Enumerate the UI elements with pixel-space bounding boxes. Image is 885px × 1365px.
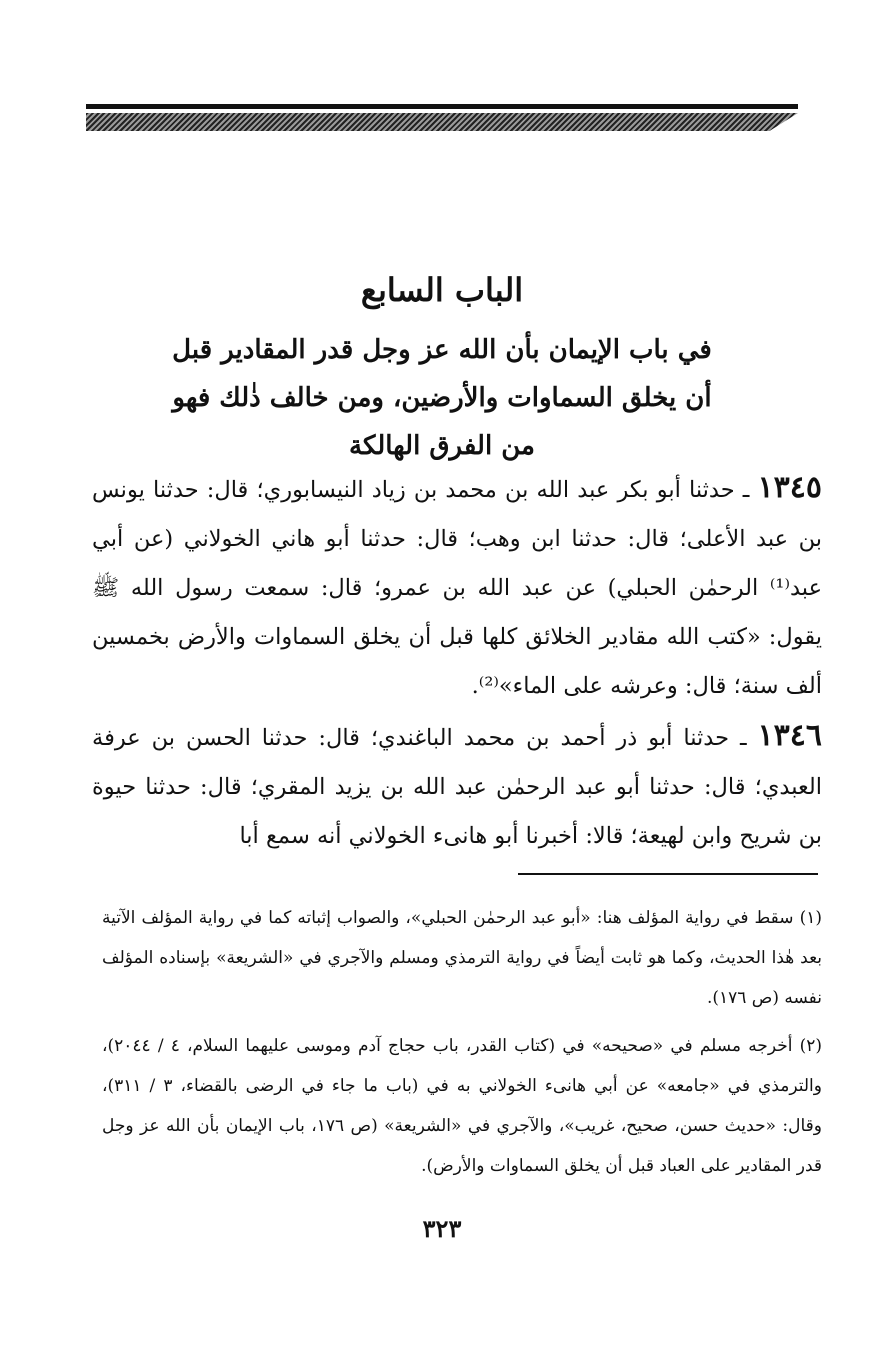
footnote-2: (٢) أخرجه مسلم في «صحيحه» في (كتاب القدر، باب حجاج آدم وموسى عليهما السلام، ٤ / ٢٠٤٤)، والترمذي في «جامعه» عن أبي هانىء الخولاني به في (باب ما جاء في الرضى بالقضاء، ٣ / ٣١١)، وقال: «حديث حسن، صحيح، غريب»، والآجري في «الشريعة» (ص ١٧٦، باب الإيمان بأن الله عز وجل قدر المقادير على العباد قبل أن يخلق السماوات والأرض).: [102, 1036, 823, 1176]
footnotes: [102, 898, 822, 1194]
hadith-number: ١٣٤٥: [757, 470, 822, 505]
hadith-1346: [92, 711, 822, 861]
footnote-1: (١) سقط في رواية المؤلف هنا: «أبو عبد الرحمٰن الحبلي»، والصواب إثباته كما في رواية المؤلف الآتية بعد هٰذا الحديث، وكما هو ثابت أيضاً في رواية الترمذي ومسلم والآجري في «الشريعة» بإسناده المؤلف نفسه (ص ١٧٦).: [102, 908, 822, 1008]
hadith-1345: [92, 463, 822, 711]
hadith-text: ـ حدثنا أبو ذر أحمد بن محمد الباغندي؛ قال: حدثنا الحسن بن عرفة العبدي؛ قال: حدثنا أبو عبد الرحمٰن عبد الله بن يزيد المقري؛ قال: حدثنا حيوة بن شريح وابن لهيعة؛ قالا: أخبرنا أبو هانىء الخولاني أنه سمع أبا: [92, 725, 822, 849]
footnote-divider: [518, 873, 818, 875]
hadith-number: ١٣٤٦: [757, 718, 822, 753]
chapter-subtitle: في باب الإيمان بأن الله عز وجل قدر المقادير قبل أن يخلق السماوات والأرضين، ومن خالف ذٰلك فهو من الفرق الهالكة: [172, 335, 712, 461]
book-page: [62, 0, 822, 1365]
hadith-text: ـ حدثنا أبو بكر عبد الله بن محمد بن زياد النيسابوري؛ قال: حدثنا يونس بن عبد الأعلى؛ قال: حدثنا ابن وهب؛ قال: حدثنا أبو هاني الخولاني (عن أبي عبد⁽¹⁾ الرحمٰن الحبلي) عن عبد الله بن عمرو؛ قال: سمعت رسول الله ﷺ يقول: «كتب الله مقادير الخلائق كلها قبل أن يخلق السماوات والأرض بخمسين ألف سنة؛ قال: وعرشه على الماء»⁽²⁾.: [92, 477, 822, 699]
page-number: ٣٢٣: [422, 1214, 462, 1243]
chapter-title: الباب السابع: [360, 271, 524, 309]
